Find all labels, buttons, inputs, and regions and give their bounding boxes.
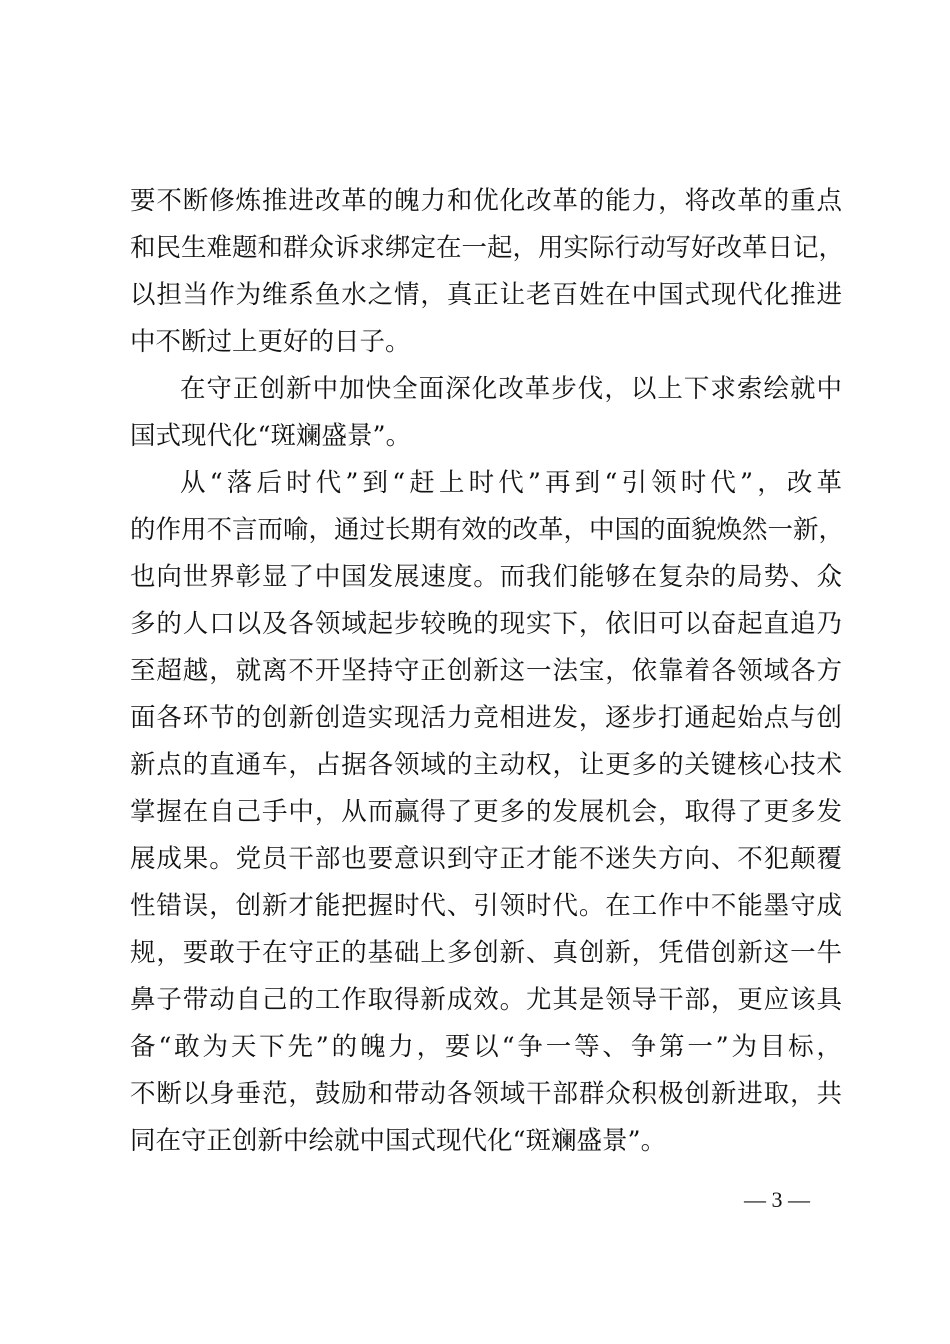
paragraph-1-line-2: 和民生难题和群众诉求绑定在一起，用实际行动写好改革日记， [130, 233, 845, 263]
paragraph-3-line-3: 也向世界彰显了中国发展速度。而我们能够在复杂的局势、众 [130, 562, 842, 592]
body-text [130, 178, 845, 1165]
page-number: — 3 — [744, 1187, 810, 1212]
paragraph-3-line-4: 多的人口以及各领域起步较晚的现实下，依旧可以奋起直追乃 [130, 609, 842, 639]
paragraph-3-line-13: 备“敢为天下先”的魄力，要以“争一等、争第一”为目标， [130, 1032, 842, 1062]
paragraph-3-line-11: 规，要敢于在守正的基础上多创新、真创新，凭借创新这一牛 [130, 938, 842, 968]
paragraph-3-line-10: 性错误，创新才能把握时代、引领时代。在工作中不能墨守成 [130, 891, 842, 921]
paragraph-3-line-2: 的作用不言而喻，通过长期有效的改革，中国的面貌焕然一新， [130, 515, 845, 545]
paragraph-2-line-1: 在守正创新中加快全面深化改革步伐，以上下求索绘就中 [180, 374, 842, 404]
paragraph-3-line-9: 展成果。党员干部也要意识到守正才能不迷失方向、不犯颠覆 [130, 844, 842, 874]
paragraph-1-line-4: 中不断过上更好的日子。 [130, 327, 411, 357]
paragraph-3-line-14: 不断以身垂范，鼓励和带动各领域干部群众积极创新进取，共 [130, 1079, 842, 1109]
paragraph-1-line-3: 以担当作为维系鱼水之情，真正让老百姓在中国式现代化推进 [130, 280, 842, 310]
paragraph-2-line-2: 国式现代化“斑斓盛景”。 [130, 421, 412, 451]
paragraph-3-line-15: 同在守正创新中绘就中国式现代化“斑斓盛景”。 [130, 1126, 667, 1156]
paragraph-3-line-7: 新点的直通车，占据各领域的主动权，让更多的关键核心技术 [130, 750, 842, 780]
paragraph-3-line-5: 至超越，就离不开坚持守正创新这一法宝，依靠着各领域各方 [130, 656, 842, 686]
paragraph-1-line-1: 要不断修炼推进改革的魄力和优化改革的能力，将改革的重点 [130, 186, 842, 216]
paragraph-3-line-6: 面各环节的创新创造实现活力竞相进发，逐步打通起始点与创 [130, 703, 842, 733]
paragraph-3-line-8: 掌握在自己手中，从而赢得了更多的发展机会，取得了更多发 [130, 797, 842, 827]
paragraph-3-line-1: 从“落后时代”到“赶上时代”再到“引领时代”，改革 [180, 468, 842, 498]
paragraph-3-line-12: 鼻子带动自己的工作取得新成效。尤其是领导干部，更应该具 [130, 985, 842, 1015]
